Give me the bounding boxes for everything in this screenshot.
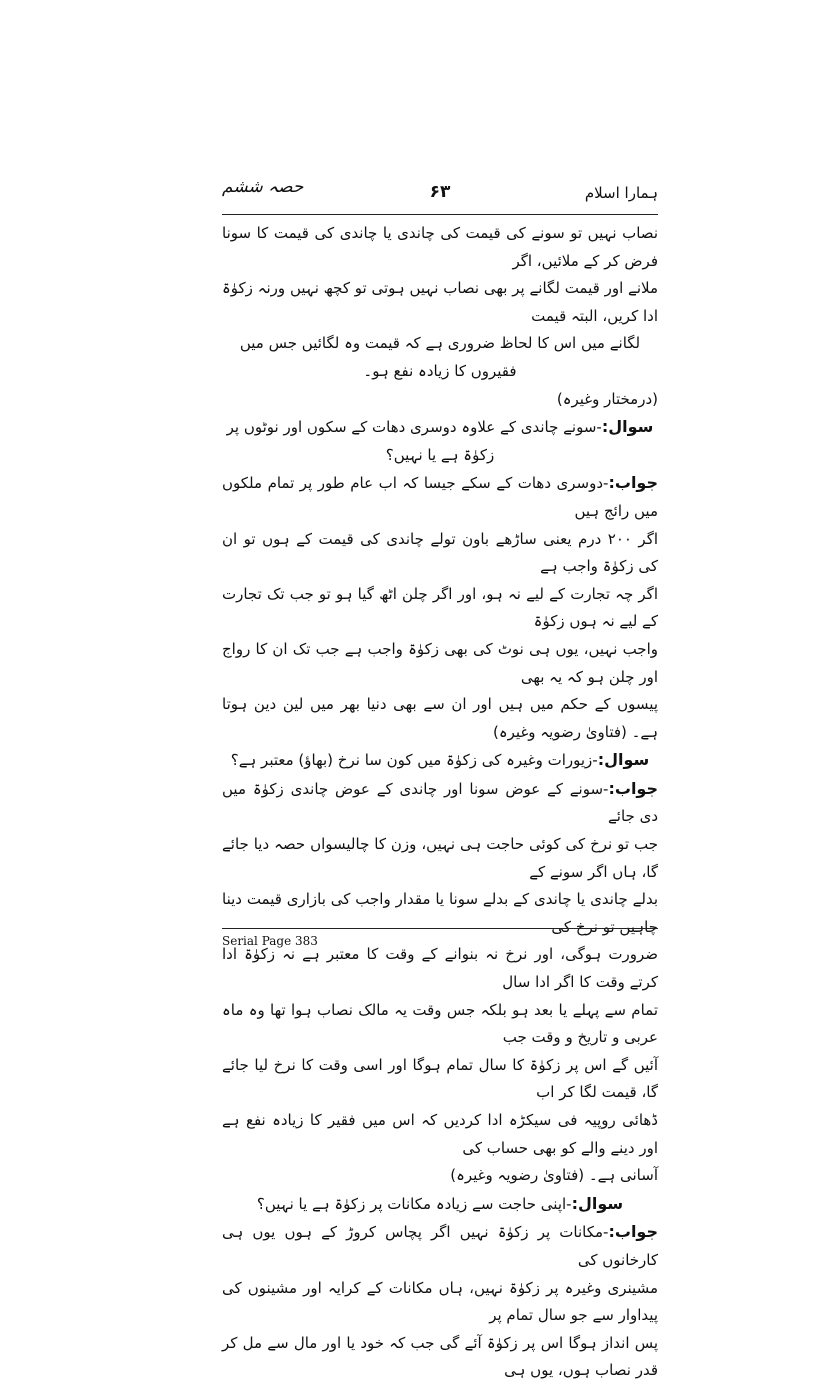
text-line: پیسوں کے حکم میں ہیں اور ان سے بھی دنیا بھر میں لین دین ہوتا ہے۔ (فتاویٰ رضویہ وغیرہ) bbox=[222, 695, 658, 741]
text-line: ملانے اور قیمت لگانے پر بھی نصاب نہیں ہوتی تو کچھ نہیں ورنہ زکوٰۃ ادا کریں، البتہ قیمت bbox=[222, 279, 658, 325]
text-line: اگر ۲۰۰ درم یعنی ساڑھے باون تولے چاندی کی قیمت کے ہوں تو ان کی زکوٰۃ واجب ہے bbox=[222, 529, 659, 576]
text-line: مشینری وغیرہ پر زکوٰۃ نہیں، ہاں مکانات کے کرایہ اور مشینوں کی پیداوار سے جو سال تمام پر bbox=[222, 1278, 658, 1325]
answer-1 bbox=[222, 469, 658, 746]
answer-label: جواب: bbox=[608, 473, 658, 493]
question-label: سوال: bbox=[601, 417, 654, 437]
answer-text: -دوسری دھات کے سکے جیسا کہ اب عام طور پر تمام ملکوں میں رائج ہیں bbox=[222, 474, 658, 520]
answer-label: جواب: bbox=[608, 1222, 658, 1242]
serial-page-footer: Serial Page 383 bbox=[222, 934, 318, 948]
section-label: حصہ ششم bbox=[222, 177, 304, 197]
question-2 bbox=[222, 746, 658, 775]
answer-text: -سونے کے عوض سونا اور چاندی کے عوض چاندی زکوٰۃ میں دی جائے bbox=[222, 779, 658, 826]
text-line: جب تو نرخ کی کوئی حاجت ہی نہیں، وزن کا چالیسواں حصہ دیا جائے گا، ہاں اگر سونے کے bbox=[222, 835, 658, 881]
text-line: واجب نہیں، یوں ہی نوٹ کی بھی زکوٰۃ واجب ہے جب تک ان کا رواج اور چلن ہو کہ یہ بھی bbox=[222, 639, 658, 686]
question-text: -زیورات وغیرہ کی زکوٰۃ میں کون سا نرخ (بھاؤ) معتبر ہے؟ bbox=[230, 751, 598, 770]
reference-citation: (درمختار وغیرہ) bbox=[556, 389, 658, 408]
answer-3 bbox=[222, 1218, 658, 1385]
text-line: ڈھائی روپیہ فی سیکڑہ ادا کردیں کہ اس میں فقیر کا زیادہ نفع ہے اور دینے والے کو بھی حساب کی bbox=[222, 1111, 658, 1157]
answer-label: جواب: bbox=[608, 778, 658, 798]
header-divider bbox=[222, 214, 658, 215]
text-line: لگانے میں اس کا لحاظ ضروری ہے کہ قیمت وہ لگائیں جس میں فقیروں کا زیادہ نفع ہو۔ bbox=[239, 334, 641, 380]
answer-text: -مکانات پر زکوٰۃ نہیں اگر پچاس کروڑ کے ہوں یوں ہی کارخانوں کی bbox=[222, 1223, 658, 1269]
text-line: پس انداز ہوگا اس پر زکوٰۃ آئے گی جب کہ خود یا اور مال سے مل کر قدر نصاب ہوں، یوں ہی bbox=[222, 1333, 658, 1380]
text-line: آسانی ہے۔ (فتاویٰ رضویہ وغیرہ) bbox=[450, 1166, 658, 1185]
text-line: تمام سے پہلے یا بعد ہو بلکہ جس وقت یہ مالک نصاب ہوا تھا وہ ماہ عربی و تاریخ و وقت جب bbox=[222, 1000, 658, 1047]
paragraph-continuation bbox=[222, 220, 658, 413]
question-label: سوال: bbox=[597, 750, 650, 770]
text-line: اگر چہ تجارت کے لیے نہ ہو، اور اگر چلن اٹھ گیا ہو تو جب تک تجارت کے لیے نہ ہوں زکوٰۃ bbox=[222, 584, 658, 631]
question-3 bbox=[222, 1190, 658, 1219]
question-text: -سونے چاندی کے علاوہ دوسری دھات کے سکوں اور نوٹوں پر زکوٰۃ ہے یا نہیں؟ bbox=[226, 418, 602, 464]
question-label: سوال: bbox=[571, 1193, 624, 1213]
page-number: ۶۳ bbox=[429, 182, 451, 202]
footer-divider bbox=[222, 928, 658, 929]
question-text: -اپنی حاجت سے زیادہ مکانات پر زکوٰۃ ہے یا نہیں؟ bbox=[256, 1194, 572, 1213]
page-body bbox=[222, 220, 658, 1385]
book-title: ہمارا اسلام bbox=[584, 184, 658, 202]
text-line: ضرورت ہوگی، اور نرخ نہ بنوانے کے وقت کا معتبر ہے نہ زکوٰۃ ادا کرتے وقت کا اگر ادا سال bbox=[222, 945, 658, 992]
text-line: آئیں گے اس پر زکوٰۃ کا سال تمام ہوگا اور اسی وقت کا نرخ لیا جائے گا، قیمت لگا کر اب bbox=[222, 1055, 658, 1102]
question-1 bbox=[222, 413, 658, 469]
answer-2 bbox=[222, 775, 658, 1190]
text-line: بدلے چاندی یا چاندی کے بدلے سونا یا مقدار واجب کی بازاری قیمت دینا چاہیں تو نرخ کی bbox=[222, 890, 658, 936]
text-line: نصاب نہیں تو سونے کی قیمت کی چاندی یا چاندی کی قیمت کا سونا فرض کر کے ملائیں، اگر bbox=[222, 224, 658, 270]
page-header bbox=[222, 170, 658, 212]
